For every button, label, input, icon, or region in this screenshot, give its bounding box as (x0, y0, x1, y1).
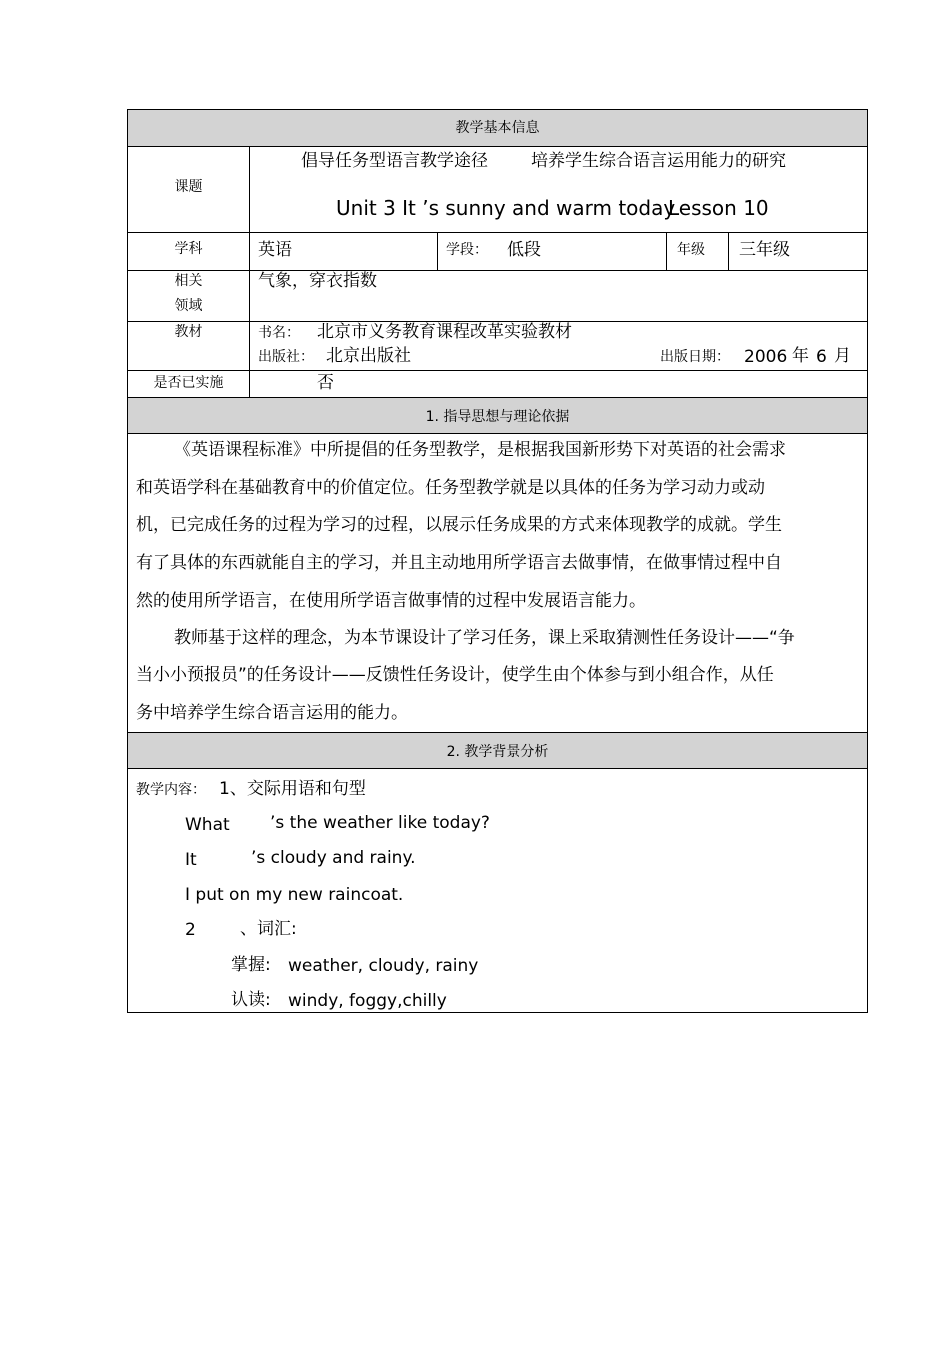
publisher-value: 北京出版社 (326, 346, 411, 366)
related-label-line1: 相关 (174, 273, 203, 289)
table-rule (128, 370, 868, 371)
publisher-label: 出版社： (258, 349, 314, 365)
paragraph-line: 务中培养学生综合语言运用的能力。 (136, 703, 408, 723)
content-item2-text: 、词汇: (240, 919, 297, 939)
table-rule (128, 768, 868, 769)
paragraph-line: 有了具体的东西就能自主的学习，并且主动地用所学语言去做事情，在做事情过程中自 (136, 553, 782, 573)
lesson-number: Lesson 10 (668, 196, 769, 220)
implemented-value: 否 (317, 373, 334, 393)
paragraph-line: 当小小预报员”的任务设计——反馈性任务设计，使学生由个体参与到小组合作，从任 (136, 665, 774, 685)
table-rule (128, 397, 868, 398)
content-label: 教学内容： (136, 782, 206, 798)
book-name-label: 书名： (258, 325, 300, 341)
sentence1-end: ’s the weather like today? (270, 813, 490, 833)
sentence3: I put on my new raincoat. (185, 885, 404, 905)
table-border-right (867, 109, 868, 1013)
publish-year: 2006 (744, 347, 788, 367)
section1-title: 1. 指导思想与理论依据 (425, 409, 570, 425)
cell-divider (666, 232, 667, 271)
related-value: 气象，穿衣指数 (258, 271, 377, 291)
publish-month: 6 (816, 347, 827, 367)
topic-title-part2: 培养学生综合语言运用能力的研究 (531, 151, 786, 171)
cell-divider (437, 232, 438, 271)
content-item2-number: 2 (185, 920, 196, 940)
sentence2-start: It (185, 850, 197, 870)
topic-title-part1: 倡导任务型语言教学途径 (301, 151, 488, 171)
related-label-line2: 领域 (174, 298, 203, 314)
read-vocabulary: windy, foggy,chilly (288, 991, 447, 1011)
cell-divider (728, 232, 729, 271)
paragraph-line: 然的使用所学语言，在使用所学语言做事情的过程中发展语言能力。 (136, 591, 646, 611)
read-label: 认读: (231, 990, 271, 1010)
book-name-value: 北京市义务教育课程改革实验教材 (317, 322, 572, 342)
grade-value: 三年级 (739, 240, 790, 260)
textbook-label: 教材 (174, 324, 203, 340)
grade-label: 年级 (677, 242, 705, 258)
paragraph-line: 和英语学科在基础教育中的价值定位。任务型教学就是以具体的任务为学习动力或动 (136, 478, 765, 498)
table-rule (128, 146, 868, 147)
publish-year-unit: 年 (792, 346, 809, 366)
table-rule (128, 732, 868, 733)
table-rule (128, 433, 868, 434)
subject-value: 英语 (258, 240, 292, 260)
section-header-basic-info: 教学基本信息 (455, 120, 540, 136)
stage-value: 低段 (507, 240, 541, 260)
paragraph-line: 《英语课程标准》中所提倡的任务型教学，是根据我国新形势下对英语的社会需求 (174, 440, 786, 460)
section2-title: 2. 教学背景分析 (446, 744, 549, 760)
master-label: 掌握: (231, 955, 271, 975)
label-column-divider (249, 146, 250, 398)
table-rule (128, 270, 868, 271)
topic-label: 课题 (174, 179, 203, 195)
stage-label: 学段： (446, 242, 488, 258)
table-rule (128, 232, 868, 233)
table-rule (128, 1012, 868, 1013)
sentence2-end: ’s cloudy and rainy. (251, 848, 416, 868)
sentence1-start: What (185, 815, 230, 835)
publish-month-unit: 月 (834, 346, 851, 366)
table-rule (128, 109, 868, 110)
paragraph-line: 机，已完成任务的过程为学习的过程，以展示任务成果的方式来体现教学的成就。学生 (136, 515, 782, 535)
content-item1: 1、交际用语和句型 (219, 779, 366, 799)
implemented-label: 是否已实施 (153, 375, 224, 391)
unit-title: Unit 3 It ’s sunny and warm today (336, 196, 676, 220)
master-vocabulary: weather, cloudy, rainy (288, 956, 479, 976)
paragraph-line: 教师基于这样的理念，为本节课设计了学习任务，课上采取猜测性任务设计——“争 (174, 628, 795, 648)
subject-label: 学科 (174, 241, 203, 257)
publish-date-label: 出版日期： (660, 349, 730, 365)
